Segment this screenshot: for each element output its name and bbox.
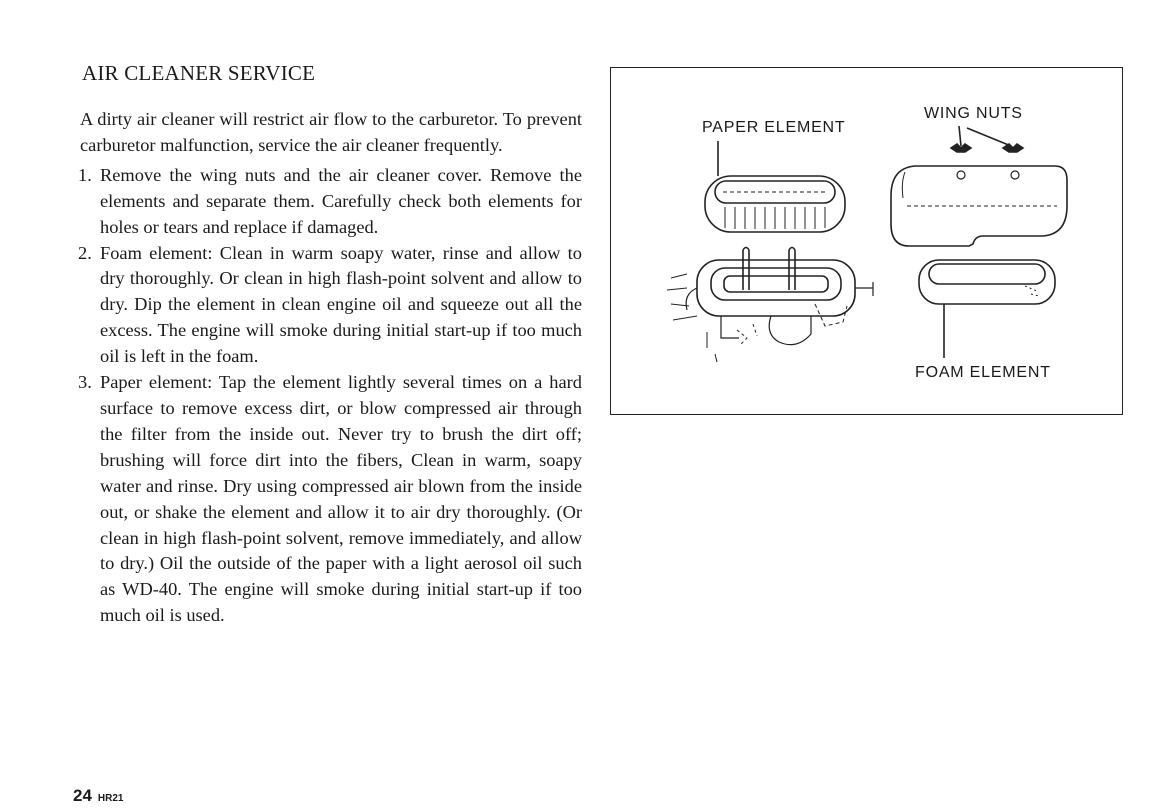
list-item [80,241,582,371]
step-number: 2. [78,242,92,263]
step-number: 1. [78,164,92,185]
model-code: HR21 [97,793,124,804]
list-item [80,163,582,241]
air-cleaner-base-illustration [667,248,873,363]
wing-nuts-label: WING NUTS [924,105,1023,122]
page-number: 24 [73,786,92,805]
foam-element-illustration [919,260,1055,358]
step-text: Remove the wing nuts and the air cleaner cover. Remove the elements and separate them. Carefully check both elements for holes or tears and replace if damaged. [100,164,582,237]
step-text: Foam element: Clean in warm soapy water, rinse and allow to dry thoroughly. Or clean in high flash-point solvent and allow to dry. Dip the element in clean engine oil and squeeze out all the excess. The engine will smoke during initial start-up if too much oil is left in the foam. [100,242,582,367]
paper-element-illustration [705,141,845,232]
body-text [80,107,582,629]
step-text: Paper element: Tap the element lightly several times on a hard surface to remove excess dirt, or blow compressed air through the filter from the inside out. Never try to brush the dirt off; brushing will force dirt into the fibers, Clean in warm, soapy water and rinse. Dry using compressed air blown from the inside out, or shake the element and allow it to air dry thoroughly. (Or clean in high flash-point solvent, remove immediately, and allow to dry.) Oil the outside of the paper with a light aerosol oil such as WD-40. The engine will smoke during initial start-up if too much oil is used. [100,372,582,626]
list-item [80,370,582,629]
intro-paragraph: A dirty air cleaner will restrict air flow to the carburetor. To prevent carburetor malfunction, service the air cleaner frequently. [80,109,582,155]
step-number: 3. [78,372,92,393]
page-footer [73,786,124,806]
wing-nuts-illustration [951,126,1023,152]
air-cleaner-illustration [611,68,1121,413]
air-cleaner-diagram [610,67,1123,415]
foam-element-label: FOAM ELEMENT [915,364,1051,381]
steps-list [80,163,582,629]
section-heading: AIR CLEANER SERVICE [82,61,316,85]
paper-element-label: PAPER ELEMENT [702,119,846,136]
cover-illustration [891,166,1067,246]
